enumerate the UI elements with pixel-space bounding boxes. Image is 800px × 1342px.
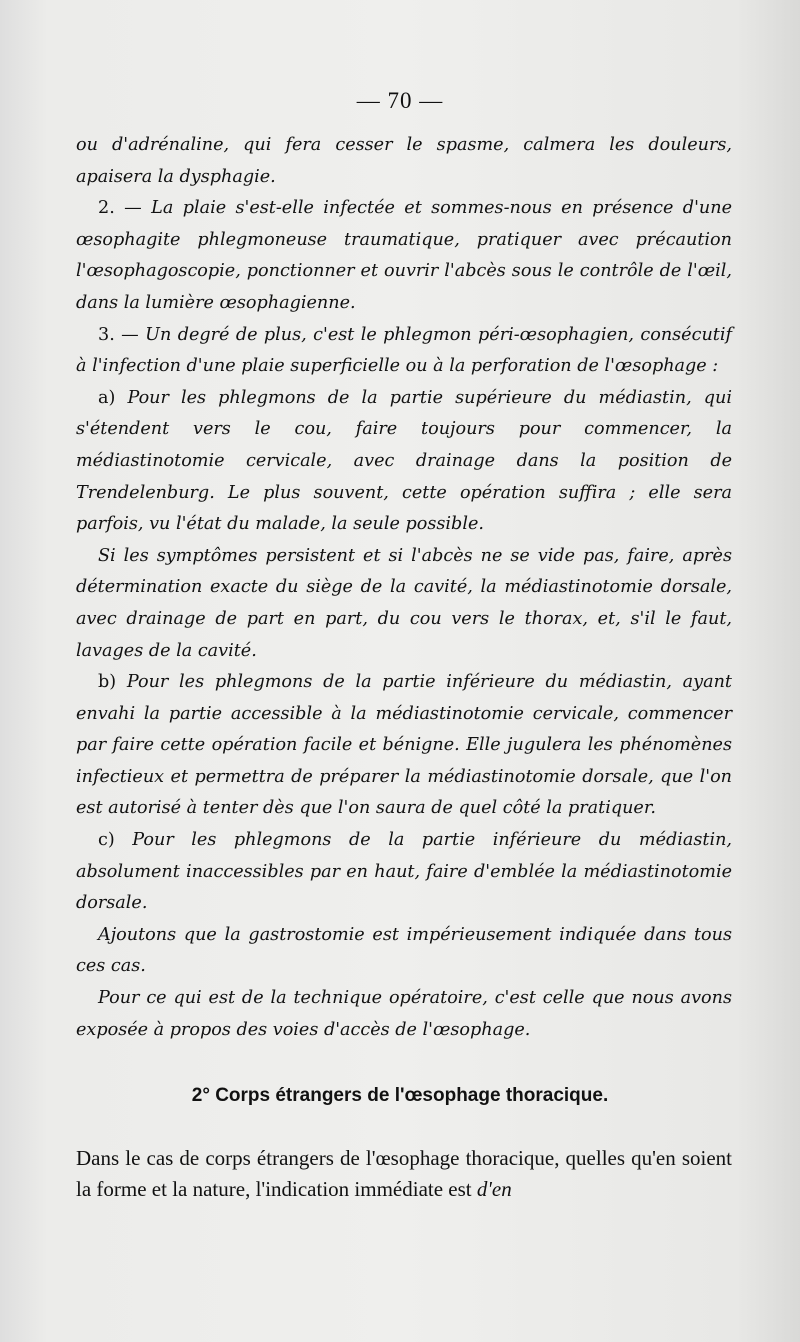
italic-body-text [76,130,732,1046]
paragraph: Si les symptômes persistent et si l'abcès ne se vide pas, faire, après détermination exacte du siège de la cavité, la médiastinotomie dorsale, avec drainage de part en part, du cou vers le thorax, et, s'il le faut, lavages de la cavité. [76,545,732,661]
page-number: — 70 — [356,88,444,113]
paragraph: Ajoutons que la gastrostomie est impérieusement indiquée dans tous ces cas. [76,924,732,977]
paragraph: Dans le cas de corps étrangers de l'œsophage thoracique, quelles qu'en soient la forme et la nature, l'indication immédiate est d'en [76,1146,732,1201]
italic-continuation: d'en [476,1177,512,1201]
paragraph: Pour ce qui est de la technique opératoire, c'est celle que nous avons exposée à propos des voies d'accès de l'œsophage. [76,988,732,1040]
paragraph: 3. — Un degré de plus, c'est le phlegmon péri-œsophagien, consécutif à l'infection d'une plaie superficielle ou à la perforation de l'œsophage : [76,324,732,377]
paragraph: ou d'adrénaline, qui fera cesser le spasme, calmera les douleurs, apaisera la dysphagie. [76,135,732,187]
section-heading: 2° Corps étrangers de l'œsophage thoracique. [191,1085,609,1106]
paragraph: c) Pour les phlegmons de la partie inférieure du médiastin, absolument inaccessibles par en haut, faire d'emblée la médiastinotomie dorsale. [76,830,733,914]
roman-body-text [76,1143,732,1205]
paragraph: a) Pour les phlegmons de la partie supérieure du médiastin, qui s'étendent vers le cou, faire toujours pour commencer, la médiastinotomie cervicale, avec drainage dans la position de Trendelenburg. Le plus souvent, cette opération suffira ; elle sera parfois, vu l'état du malade, la seule possible. [76,387,732,535]
paragraph: b) Pour les phlegmons de la partie inférieure du médiastin, ayant envahi la partie accessible à la médiastinotomie cervicale, commencer par faire cette opération facile et bénigne. Elle jugulera les phénomènes infectieux et permettra de préparer la médiastinotomie dorsale, que l'on est autorisé à tenter dès que l'on saura de quel côté la pratiquer. [76,672,732,819]
paragraph: 2. — La plaie s'est-elle infectée et sommes-nous en présence d'une œsophagite phlegmoneuse traumatique, pratiquer avec précaution l'œsophagoscopie, ponctionner et ouvrir l'abcès sous le contrôle de l'œil, dans la lumière œsophagienne. [76,198,732,313]
